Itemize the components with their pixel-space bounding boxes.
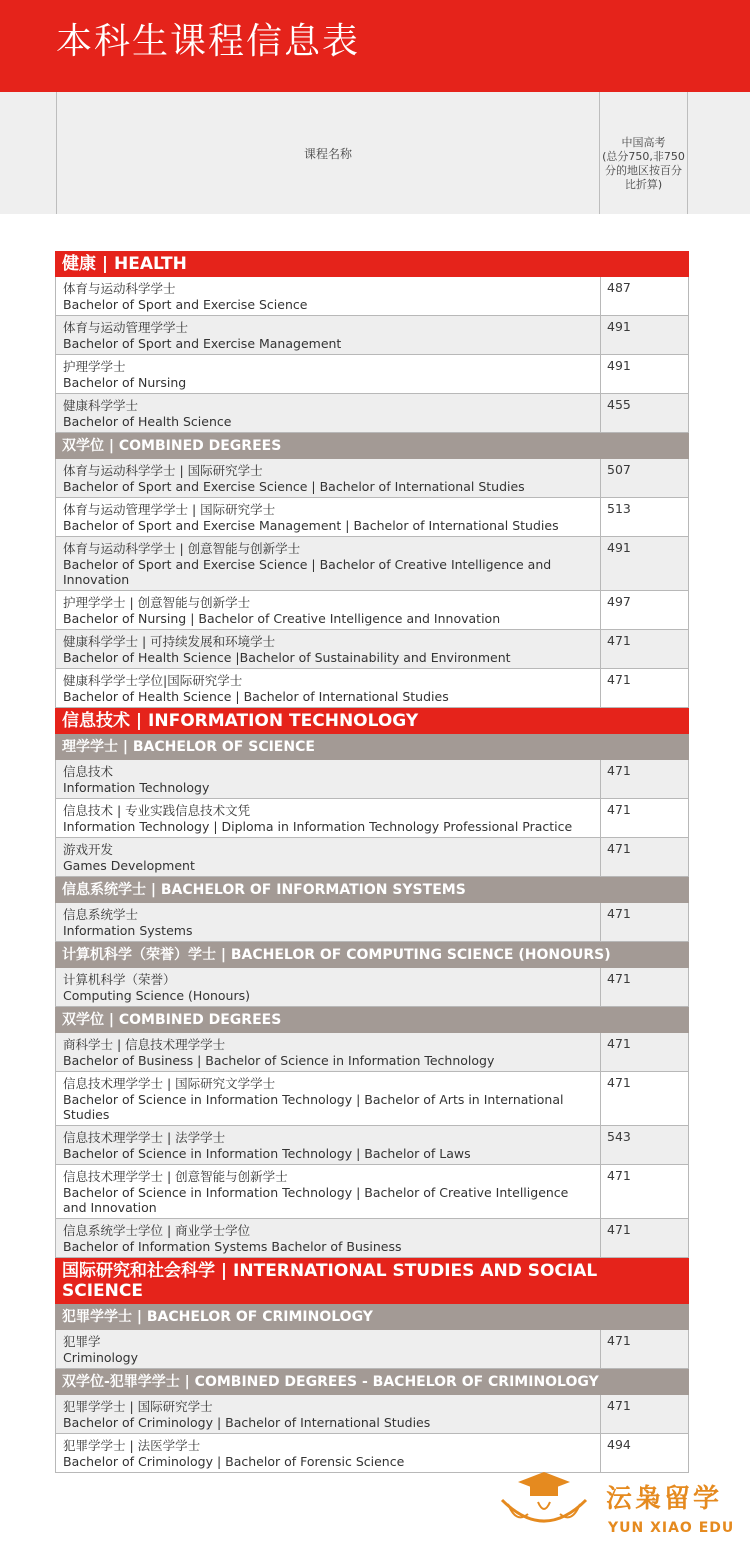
table-row <box>55 394 689 433</box>
gaokao-score-cell: 494 <box>601 1434 689 1472</box>
course-name-cell <box>55 394 601 432</box>
table-row <box>55 1033 689 1072</box>
table-row <box>55 1395 689 1434</box>
table-row <box>55 968 689 1007</box>
header-score <box>600 136 687 192</box>
table-row <box>55 277 689 316</box>
section-header: 国际研究和社会科学 | INTERNATIONAL STUDIES AND SOCIAL SCIENCE <box>55 1258 689 1304</box>
course-name-zh: 信息系统学士 <box>63 907 139 922</box>
table-row <box>55 1126 689 1165</box>
course-name-zh: 信息技术 | 专业实践信息技术文凭 <box>63 803 251 818</box>
course-name-zh: 体育与运动科学学士 | 国际研究学士 <box>63 463 263 478</box>
course-name-zh: 护理学学士 <box>63 359 126 374</box>
table-header <box>0 92 750 214</box>
course-name-zh: 信息技术理学学士 | 创意智能与创新学士 <box>63 1169 288 1184</box>
course-name-zh: 游戏开发 <box>63 842 114 857</box>
course-name-cell <box>55 316 601 354</box>
course-name-en: Criminology <box>63 1350 139 1365</box>
course-name-cell <box>55 799 601 837</box>
subsection-header: 信息系统学士 | BACHELOR OF INFORMATION SYSTEMS <box>55 877 689 903</box>
course-name-en: Bachelor of Sport and Exercise Science | Bachelor of International Studies <box>63 479 525 494</box>
subsection-header: 理学学士 | BACHELOR OF SCIENCE <box>55 734 689 760</box>
course-name-zh: 体育与运动科学学士 <box>63 281 176 296</box>
gaokao-score-cell: 471 <box>601 1330 689 1368</box>
course-name-zh: 健康科学学士 | 可持续发展和环境学士 <box>63 634 276 649</box>
gaokao-score-cell: 491 <box>601 537 689 590</box>
gaokao-score-cell: 543 <box>601 1126 689 1164</box>
course-name-zh: 信息系统学士学位 | 商业学士学位 <box>63 1223 251 1238</box>
header-score-line: 分的地区按百分 <box>605 164 682 177</box>
page-title: 本科生课程信息表 <box>56 21 361 62</box>
course-name-cell <box>55 591 601 629</box>
course-name-en: Bachelor of Nursing | Bachelor of Creative Intelligence and Innovation <box>63 611 501 626</box>
course-name-cell <box>55 459 601 497</box>
table-row <box>55 459 689 498</box>
course-name-cell <box>55 1072 601 1125</box>
table-row <box>55 760 689 799</box>
course-name-zh: 健康科学学士 <box>63 398 139 413</box>
table-row <box>55 1219 689 1258</box>
course-name-en: Bachelor of Health Science | Bachelor of International Studies <box>63 689 449 704</box>
course-name-zh: 体育与运动管理学学士 <box>63 320 189 335</box>
course-name-en: Information Technology <box>63 780 210 795</box>
brand-name-en: YUN XIAO EDU <box>608 1520 735 1536</box>
course-name-cell <box>55 968 601 1006</box>
brand-logo <box>490 1470 740 1560</box>
header-course-name: 课程名称 <box>303 146 352 161</box>
course-name-en: Bachelor of Business | Bachelor of Science in Information Technology <box>63 1053 495 1068</box>
course-name-en: Games Development <box>63 858 195 873</box>
gaokao-score-cell: 471 <box>601 760 689 798</box>
gaokao-score-cell: 491 <box>601 316 689 354</box>
course-name-en: Information Systems <box>63 923 193 938</box>
course-name-zh: 犯罪学学士 | 法医学学士 <box>63 1438 201 1453</box>
course-name-cell <box>55 669 601 707</box>
table-row <box>55 591 689 630</box>
course-name-cell <box>55 1126 601 1164</box>
brand-name-cn: 沄枭留学 <box>606 1484 723 1514</box>
course-name-en: Bachelor of Health Science <box>63 414 232 429</box>
course-name-en: Bachelor of Sport and Exercise Management | Bachelor of International Studies <box>63 518 559 533</box>
gaokao-score-cell: 513 <box>601 498 689 536</box>
gaokao-score-cell: 471 <box>601 1395 689 1433</box>
course-name-en: Bachelor of Science in Information Technology | Bachelor of Creative Intelligence and Innovation <box>63 1185 569 1215</box>
table-row <box>55 537 689 591</box>
course-name-zh: 体育与运动科学学士 | 创意智能与创新学士 <box>63 541 301 556</box>
course-name-cell <box>55 537 601 590</box>
table-row <box>55 838 689 877</box>
course-name-zh: 护理学学士 | 创意智能与创新学士 <box>63 595 251 610</box>
subsection-header: 双学位-犯罪学学士 | COMBINED DEGREES - BACHELOR OF CRIMINOLOGY <box>55 1369 689 1395</box>
gaokao-score-cell: 471 <box>601 838 689 876</box>
course-table <box>55 251 689 1473</box>
gaokao-score-cell: 471 <box>601 1165 689 1218</box>
gaokao-score-cell: 471 <box>601 1219 689 1257</box>
gaokao-score-cell: 471 <box>601 903 689 941</box>
course-name-zh: 犯罪学学士 | 国际研究学士 <box>63 1399 213 1414</box>
gaokao-score-cell: 471 <box>601 968 689 1006</box>
course-name-en: Computing Science (Honours) <box>63 988 250 1003</box>
table-row <box>55 1434 689 1473</box>
gaokao-score-cell: 487 <box>601 277 689 315</box>
header-score-line: 比折算) <box>624 178 663 191</box>
gaokao-score-cell: 471 <box>601 799 689 837</box>
course-name-cell <box>55 630 601 668</box>
header-score-line: 中国高考 <box>621 136 666 149</box>
table-row <box>55 630 689 669</box>
table-row <box>55 1072 689 1126</box>
course-name-cell <box>55 760 601 798</box>
course-name-en: Bachelor of Sport and Exercise Management <box>63 336 342 351</box>
table-row <box>55 903 689 942</box>
course-name-cell <box>55 1033 601 1071</box>
gaokao-score-cell: 455 <box>601 394 689 432</box>
course-name-cell <box>55 355 601 393</box>
course-name-en: Bachelor of Science in Information Technology | Bachelor of Arts in International Studies <box>63 1092 564 1122</box>
course-name-en: Bachelor of Science in Information Technology | Bachelor of Laws <box>63 1146 471 1161</box>
table-row <box>55 1330 689 1369</box>
section-header: 健康 | HEALTH <box>55 251 689 277</box>
course-name-zh: 健康科学学士学位|国际研究学士 <box>63 673 243 688</box>
table-row <box>55 316 689 355</box>
header-score-line: (总分750,非750 <box>602 150 685 163</box>
course-name-cell <box>55 1395 601 1433</box>
subsection-header: 双学位 | COMBINED DEGREES <box>55 1007 689 1033</box>
gaokao-score-cell: 507 <box>601 459 689 497</box>
subsection-header: 计算机科学（荣誉）学士 | BACHELOR OF COMPUTING SCIENCE (HONOURS) <box>55 942 689 968</box>
course-name-en: Bachelor of Nursing <box>63 375 187 390</box>
course-name-zh: 商科学士 | 信息技术理学学士 <box>63 1037 226 1052</box>
course-name-cell <box>55 1219 601 1257</box>
table-row <box>55 498 689 537</box>
course-name-zh: 信息技术 <box>63 764 114 779</box>
section-header: 信息技术 | INFORMATION TECHNOLOGY <box>55 708 689 734</box>
graduation-cap-icon <box>498 1470 590 1534</box>
course-name-en: Bachelor of Sport and Exercise Science | Bachelor of Creative Intelligence and Innovation <box>63 557 552 587</box>
course-name-cell <box>55 498 601 536</box>
course-name-cell <box>55 1330 601 1368</box>
header-divider <box>687 92 688 214</box>
gaokao-score-cell: 471 <box>601 1033 689 1071</box>
course-name-cell <box>55 838 601 876</box>
table-row <box>55 1165 689 1219</box>
subsection-header: 犯罪学学士 | BACHELOR OF CRIMINOLOGY <box>55 1304 689 1330</box>
course-name-zh: 信息技术理学学士 | 国际研究文学学士 <box>63 1076 276 1091</box>
gaokao-score-cell: 471 <box>601 669 689 707</box>
table-row <box>55 799 689 838</box>
course-name-en: Bachelor of Information Systems Bachelor of Business <box>63 1239 402 1254</box>
subsection-header: 双学位 | COMBINED DEGREES <box>55 433 689 459</box>
course-name-en: Bachelor of Criminology | Bachelor of Forensic Science <box>63 1454 405 1469</box>
course-name-en: Bachelor of Health Science |Bachelor of Sustainability and Environment <box>63 650 511 665</box>
course-name-cell <box>55 277 601 315</box>
course-name-zh: 体育与运动管理学学士 | 国际研究学士 <box>63 502 276 517</box>
gaokao-score-cell: 497 <box>601 591 689 629</box>
table-row <box>55 355 689 394</box>
gaokao-score-cell: 491 <box>601 355 689 393</box>
course-name-en: Information Technology | Diploma in Information Technology Professional Practice <box>63 819 573 834</box>
course-name-cell <box>55 1434 601 1472</box>
course-name-zh: 犯罪学 <box>63 1334 101 1349</box>
title-bar <box>0 0 750 92</box>
course-name-en: Bachelor of Criminology | Bachelor of International Studies <box>63 1415 431 1430</box>
gaokao-score-cell: 471 <box>601 630 689 668</box>
course-name-en: Bachelor of Sport and Exercise Science <box>63 297 308 312</box>
table-row <box>55 669 689 708</box>
course-name-cell <box>55 1165 601 1218</box>
course-name-cell <box>55 903 601 941</box>
gaokao-score-cell: 471 <box>601 1072 689 1125</box>
course-name-zh: 信息技术理学学士 | 法学学士 <box>63 1130 226 1145</box>
course-name-zh: 计算机科学（荣誉） <box>63 972 176 987</box>
